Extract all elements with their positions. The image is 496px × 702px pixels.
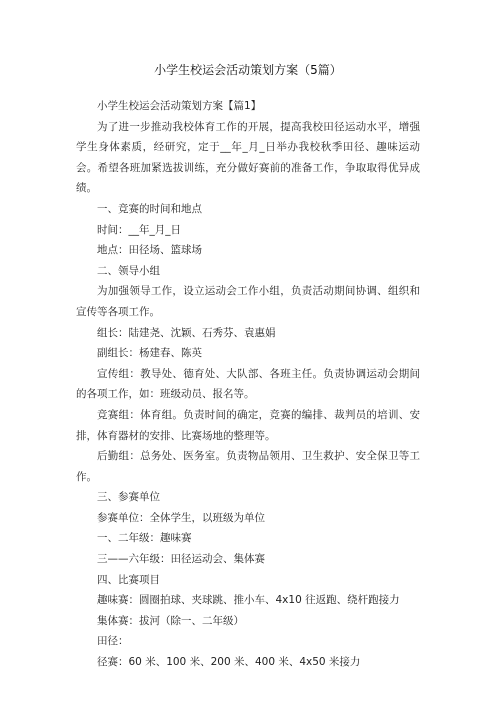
section-heading: 二、领导小组: [97, 264, 160, 277]
paragraph: 田径：: [97, 635, 129, 648]
paragraph: 竞赛组：体育组。负责时间的确定，竞赛的编排、裁判员的培训、安排，体育器材的安排、比赛场地的整理等。: [76, 408, 420, 442]
section-heading: 四、比赛项目: [97, 573, 160, 586]
paragraph: 三——六年级：田径运动会、集体赛: [97, 553, 265, 566]
paragraph: 组长：陆建尧、沈颖、石秀芬、袁惠娟: [97, 326, 276, 339]
document-title: 小学生校运会活动策划方案（5篇）: [154, 63, 342, 77]
section-heading: 一、竞赛的时间和地点: [97, 202, 202, 215]
paragraph: 趣味赛：圆圈拍球、夹球跳、推小车、4x10 往返跑、绕杆跑接力: [97, 594, 400, 607]
paragraph: 宣传组：教导处、德育处、大队部、各班主任。负责协调运动会期间的各项工作，如：班级动员、报名等。: [76, 367, 420, 401]
section-heading: 三、参赛单位: [97, 491, 160, 504]
paragraph: 副组长：杨建春、陈英: [97, 347, 202, 360]
paragraph: 时间：__年_月_日: [97, 223, 181, 236]
paragraph: 后勤组：总务处、医务室。负责物品领用、卫生救护、安全保卫等工作。: [76, 450, 420, 483]
paragraph: 参赛单位：全体学生，以班级为单位: [97, 511, 265, 524]
paragraph: 一、二年级：趣味赛: [97, 532, 192, 545]
paragraph: 径赛：60 米、100 米、200 米、400 米、4x50 米接力: [97, 656, 361, 669]
document-body: [76, 96, 420, 673]
paragraph: 集体赛：拔河（除一、二年级）: [97, 614, 244, 627]
paragraph: 为加强领导工作，设立运动会工作小组，负责活动期间协调、组织和宣传等各项工作。: [76, 285, 420, 318]
paragraph: 地点：田径场、篮球场: [97, 244, 202, 257]
intro-paragraph: 为了进一步推动我校体育工作的开展，提高我校田径运动水平，增强学生身体素质，经研究，定于__年_月_日举办我校秋季田径、趣味运动会。希望各班加紧选拔训练，充分做好赛前的准备工作，争取取得优异成绩。: [76, 120, 420, 195]
section-heading: 小学生校运会活动策划方案【篇1】: [97, 100, 262, 112]
